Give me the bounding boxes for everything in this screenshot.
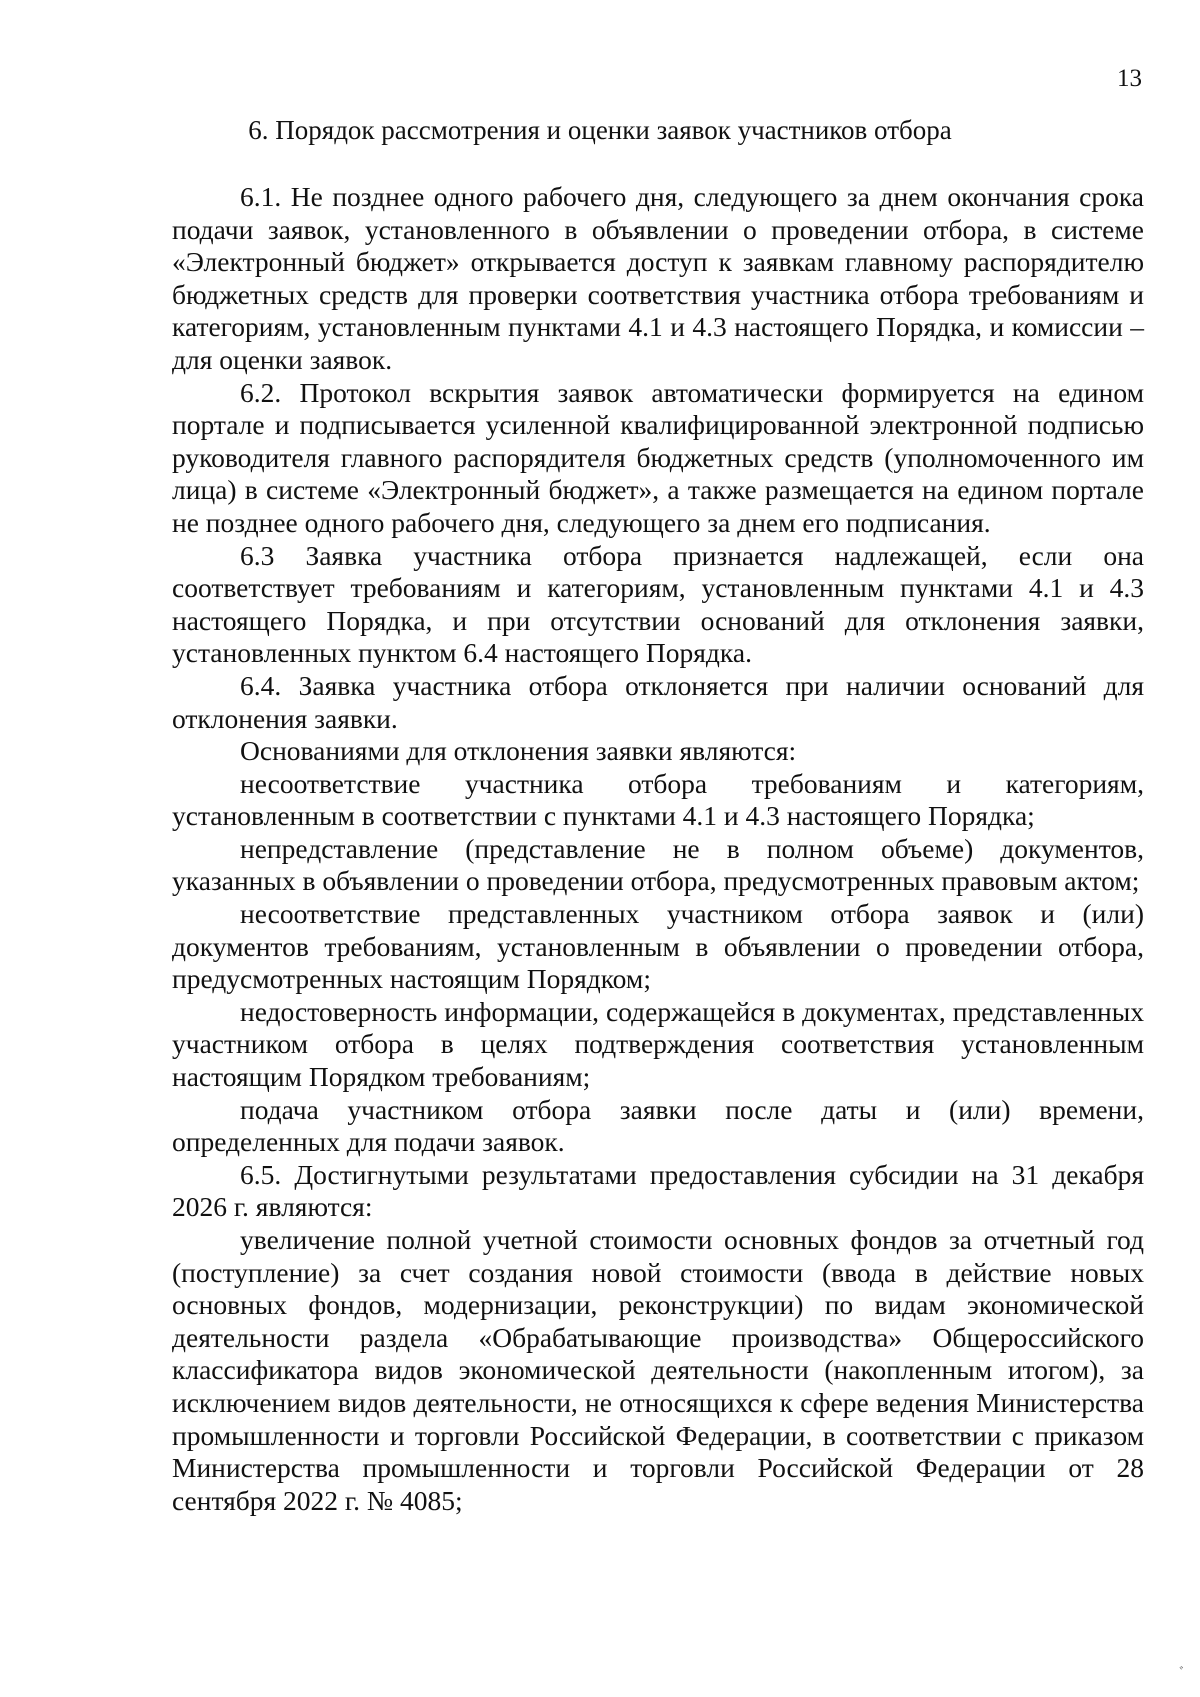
paragraph-6-1: 6.1. Не позднее одного рабочего дня, следующего за днем окончания срока подачи заявок, установленного в объявлении о проведении отбора, в системе «Электронный бюджет» открывается доступ к заявкам главному распорядителю бюджетных средств для проверки соответствия участника отбора требованиям и категориям, установленным пунктами 4.1 и 4.3 настоящего Порядка, и комиссии – для оценки заявок. bbox=[172, 181, 1144, 375]
rejection-ground-4: недостоверность информации, содержащейся в документах, представленных участником отбора в целях подтверждения соответствия установленным настоящим Порядком требованиям; bbox=[172, 995, 1144, 1093]
body-text bbox=[172, 181, 1144, 1517]
paragraph-6-2: 6.2. Протокол вскрытия заявок автоматически формируется на едином портале и подписывается усиленной квалифицированной электронной подписью руководителя главного распорядителя бюджетных средств (уполномоченного им лица) в системе «Электронный бюджет», а также размещается на едином портале не позднее одного рабочего дня, следующего за днем его подписания. bbox=[172, 376, 1144, 538]
page-number: 13 bbox=[1117, 65, 1142, 92]
paragraph-6-5: 6.5. Достигнутыми результатами предоставления субсидии на 31 декабря 2026 г. являются: bbox=[172, 1158, 1144, 1223]
paragraph-6-4: 6.4. Заявка участника отбора отклоняется при наличии оснований для отклонения заявки. bbox=[172, 669, 1144, 734]
scan-mark: ﾞ bbox=[1179, 1667, 1186, 1682]
rejection-ground-5: подача участником отбора заявки после даты и (или) времени, определенных для подачи заявок. bbox=[172, 1093, 1144, 1158]
rejection-ground-1: несоответствие участника отбора требованиям и категориям, установленным в соответствии с пунктами 4.1 и 4.3 настоящего Порядка; bbox=[172, 767, 1144, 832]
rejection-grounds-intro: Основаниями для отклонения заявки являются: bbox=[240, 735, 797, 767]
rejection-ground-3: несоответствие представленных участником отбора заявок и (или) документов требованиям, установленным в объявлении о проведении отбора, предусмотренных настоящим Порядком; bbox=[172, 898, 1144, 995]
rejection-ground-2: непредставление (представление не в полном объеме) документов, указанных в объявлении о проведении отбора, предусмотренных правовым актом; bbox=[172, 832, 1144, 897]
section-heading: 6. Порядок рассмотрения и оценки заявок участников отбора bbox=[248, 115, 952, 145]
paragraph-6-3: 6.3 Заявка участника отбора признается надлежащей, если она соответствует требованиям и категориям, установленным пунктами 4.1 и 4.3 настоящего Порядка, и при отсутствии оснований для отклонения заявки, установленных пунктом 6.4 настоящего Порядка. bbox=[172, 539, 1144, 669]
result-indicator-1: увеличение полной учетной стоимости основных фондов за отчетный год (поступление) за счет создания новой стоимости (ввода в действие новых основных фондов, модернизации, реконструкции) по видам экономической деятельности раздела «Обрабатывающие производства» Общероссийского классификатора видов экономической деятельности (накопленным итогом), за исключением видов деятельности, не относящихся к сфере ведения Министерства промышленности и торговли Российской Федерации, в соответствии с приказом Министерства промышленности и торговли Российской Федерации от 28 сентября 2022 г. № 4085; bbox=[172, 1224, 1144, 1516]
